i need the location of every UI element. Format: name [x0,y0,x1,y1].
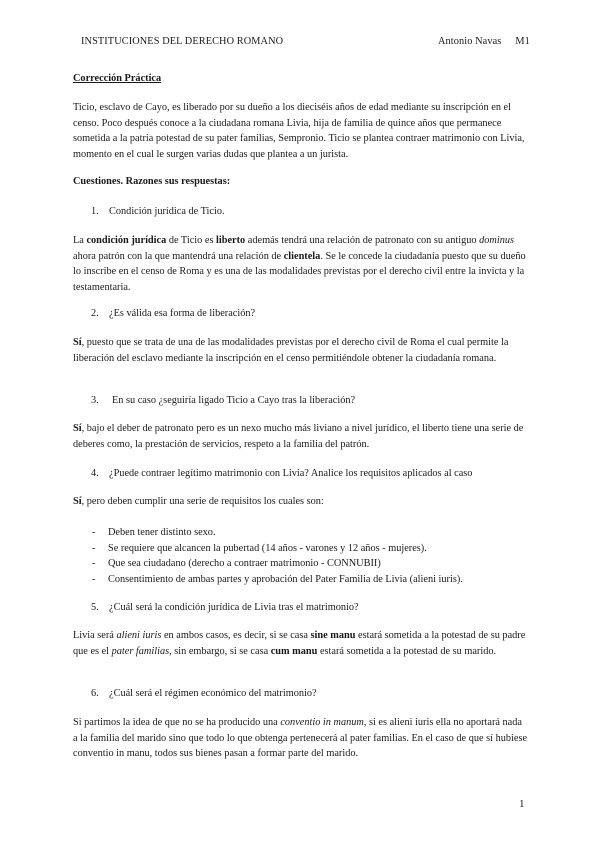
question-text: Condición jurídica de Ticio. [109,206,225,217]
answer-emphasis: liberto [216,235,246,246]
questions-title: Cuestiones. Razones sus respuestas: [73,176,231,187]
answer-latin-term: pater familias [111,645,170,657]
answer-2: Sí, puesto que se trata de una de las modalidades previstas por el derecho civil de Roma el cual permite la liberación del esclavo mediante la inscripción en el censo permitiéndole obtener la ciudadanía romana. [73,337,509,364]
answer-emphasis: Sí [73,423,82,434]
question-text: ¿Cuál será la condición jurídica de Livia tras el matrimonio? [109,602,359,613]
question-text: ¿Es válida esa forma de liberación? [109,308,256,319]
answer-latin-term: conventio in manum [280,717,364,728]
question-text: En su caso ¿seguiría ligado Ticio a Cayo tras la liberación? [112,395,356,406]
question-text: ¿Cuál será el régimen económico del matrimonio? [109,688,317,699]
section-title: Corrección Práctica [73,73,162,84]
question-number: 3. [91,395,99,406]
header-module: M1 [515,36,530,47]
answer-emphasis: cum manu [270,645,318,657]
intro-paragraph: Ticio, esclavo de Cayo, es liberado por su dueño a los dieciséis años de edad mediante su inscripción en el censo. Poco después conoce a la ciudadana romana Livia, hija de familia de quince años que permanece sometida a la patria potestad de su pater familias, Sempronio. Ticio se plantea contraer matrimonio con Livia, momento en el cual le surgen varias dudas que plantea a un jurista. [73,102,525,160]
list-bullet: - [92,542,96,554]
question-number: 5. [91,602,99,613]
question-number: 1. [91,206,99,217]
answer-5: Livia será alieni iuris en ambos casos, es decir, si se casa sine manu estará sometida a la potestad de su padre que es el pater familias, sin embargo, si se casa cum manu estará sometida a la potestad de su marido. [73,630,526,657]
answer-latin-term: alieni iuris [116,630,162,641]
answer-emphasis: Sí [73,337,82,348]
question-number: 2. [91,308,99,319]
answer-emphasis: condición jurídica [86,235,167,246]
list-item: - Deben tener distinto sexo. [92,525,528,541]
requirements-list [92,525,528,587]
answer-emphasis: clientela [283,250,321,262]
answer-4: Sí, pero deben cumplir una serie de requisitos los cuales son: [73,496,324,507]
question-text: ¿Puede contraer legítimo matrimonio con Livia? Analice los requisitos aplicados al caso [109,468,473,479]
list-item: - Se requiere que alcancen la pubertad (14 años - varones y 12 años - mujeres). [92,541,528,557]
answer-6: Si partimos la idea de que no se ha producido una conventio in manum, si es alieni iuris ella no aportará nada a la familia del marido sino que todo lo que obtenga pertenecerá al pater familias. En el caso de que sí hubiese conventio in manu, todos sus bienes pasan a formar parte del marido. [73,717,528,759]
answer-latin-term: dominus [479,235,514,246]
list-bullet: - [92,527,96,538]
page-number: 1 [519,798,525,810]
header-author: Antonio Navas [438,36,502,47]
header-title: INSTITUCIONES DEL DERECHO ROMANO [81,36,284,47]
question-number: 4. [91,468,99,479]
list-bullet: - [92,573,96,585]
list-item: - Que sea ciudadano (derecho a contraer matrimonio - CONNUBII) [92,556,528,572]
answer-emphasis: Sí [73,496,82,507]
question-number: 6. [91,688,99,699]
header-author-module [438,36,530,47]
answer-1: La condición jurídica de Ticio es liberto además tendrá una relación de patronato con su antiguo dominus ahora patrón con la que mantendrá una relación de clientela. Se le concede la ciudadanía puesto que su dueño lo inscribe en el censo de Roma y es una de las modalidades previstas por el derecho civil entre la invicta y la testamentaria. [73,235,526,293]
list-item: - Consentimiento de ambas partes y aprobación del Pater Familia de Livia (alieni iuris). [92,572,528,588]
list-bullet: - [92,558,96,569]
answer-emphasis: sine manu [310,630,356,641]
answer-3: Sí, bajo el deber de patronato pero es un nexo mucho más liviano a nivel jurídico, el liberto tiene una serie de deberes como, la prestación de servicios, respeto a la familia del patrón. [73,423,524,450]
